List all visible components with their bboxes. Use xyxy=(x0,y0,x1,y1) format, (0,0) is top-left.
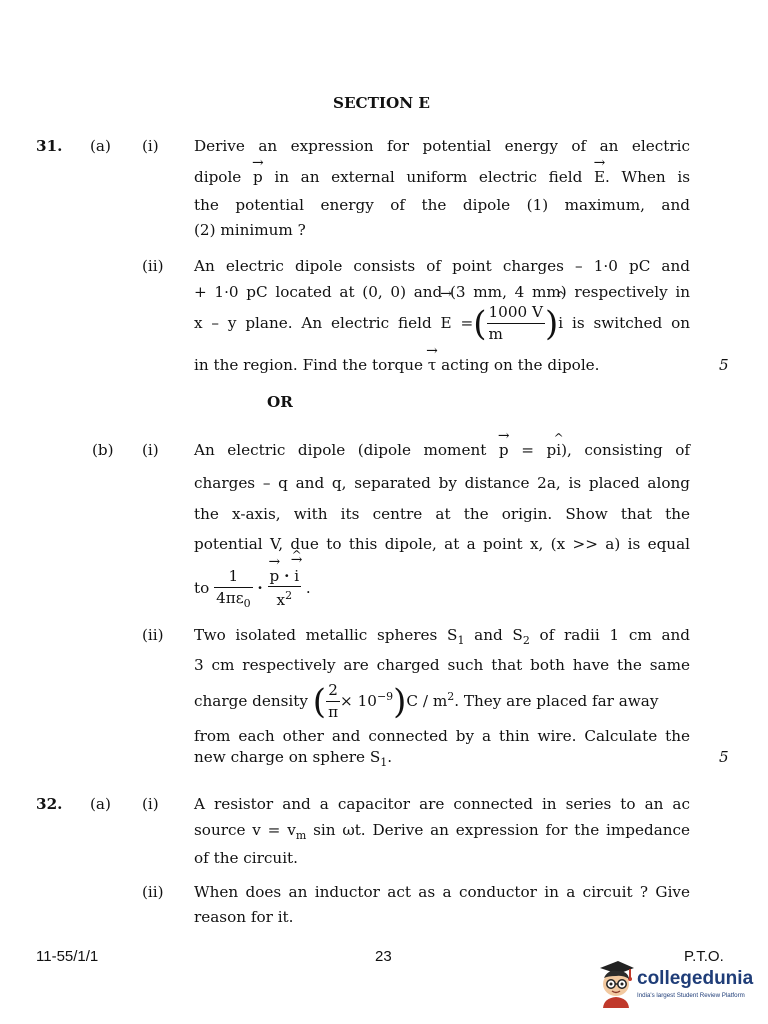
q32a-sub-ii-label: (ii) xyxy=(142,883,164,901)
unit-vector-i: ^ i xyxy=(558,301,563,345)
q32a-i-line1: A resistor and a capacitor are connected in series to an ac xyxy=(194,795,690,813)
q31b-ii-line5: new charge on sphere $S_1$. xyxy=(194,748,393,770)
q31b-sub-ii-label: (ii) xyxy=(142,626,164,644)
charge-density-fraction: $\frac{2}{\pi}$ xyxy=(328,681,339,722)
q31b-i-line4: potential V, due to this dipole, at a point x, (x >> a) is equal xyxy=(194,535,690,553)
section-title: SECTION E xyxy=(333,94,431,112)
q31b-ii-line3: charge density ( $\frac{2}{\pi}$ × $10^{-9})C / m^2$. They are placed far away xyxy=(194,681,659,723)
q31-part-b-label: (b) xyxy=(92,441,114,459)
vector-p-symbol: → p xyxy=(499,443,509,458)
field-fraction: $\frac{1000 V}{m}$ xyxy=(488,303,543,343)
q31b-ii-line4: from each other and connected by a thin wire. Calculate the xyxy=(194,727,690,745)
q31b-i-line5: to $\frac{1}{4\pi\varepsilon_0}$ · → $\frac{p \cdot \to i \^{}}{x^2}$ . xyxy=(194,561,311,615)
please-turn-over: P.T.O. xyxy=(684,948,724,965)
watermark-brand-name: collegedunia xyxy=(637,968,754,989)
q31-part-a-label: (a) xyxy=(90,137,111,155)
coulomb-constant-fraction: $\frac{1}{4\pi\varepsilon_0}$ xyxy=(216,566,251,610)
marks-31a: 5 xyxy=(719,356,729,374)
unit-vector-i: ^ i xyxy=(556,443,561,458)
or-separator: OR xyxy=(267,393,293,411)
watermark-tagline: India's largest Student Review Platform xyxy=(637,992,745,999)
collegedunia-watermark xyxy=(596,958,760,1010)
q32a-i-line3: of the circuit. xyxy=(194,849,298,867)
page-number: 23 xyxy=(375,948,392,965)
question-number-31: 31. xyxy=(36,137,63,155)
vector-E-symbol: → E xyxy=(441,301,452,345)
q31a-sub-ii-label: (ii) xyxy=(142,257,164,275)
q31a-ii-line4: in the region. Find the torque → τ acting on the dipole. xyxy=(194,358,600,373)
q31a-i-line1: Derive an expression for potential energy of an electric xyxy=(194,137,690,155)
q32a-ii-line2: reason for it. xyxy=(194,908,294,926)
q31a-i-line4: (2) minimum ? xyxy=(194,221,306,239)
q31b-i-line1: An electric dipole (dipole moment → p = p^ i), consisting of xyxy=(194,443,690,458)
q31a-ii-line3: x – y plane. An electric field → E =( $\frac{1000 V}{m}$ )^ i is switched on xyxy=(194,301,690,345)
q31a-i-line2: dipole → p in an external uniform electric field → E. When is xyxy=(194,170,690,185)
q31a-i-line3: the potential energy of the dipole (1) maximum, and xyxy=(194,196,690,214)
q32a-sub-i-label: (i) xyxy=(142,795,159,813)
q31b-i-line3: the x-axis, with its centre at the origin. Show that the xyxy=(194,505,690,523)
q31b-ii-line2: 3 cm respectively are charged such that both have the same xyxy=(194,656,690,674)
q32-part-a-label: (a) xyxy=(90,795,111,813)
q31b-ii-line1: Two isolated metallic spheres $S_1$ and $S_2$ of radii 1 cm and xyxy=(194,626,691,648)
vector-tau-symbol: → τ xyxy=(428,358,436,373)
dipole-potential-fraction: → $\frac{p \cdot \to i \^{}}{x^2}$ xyxy=(268,569,302,610)
paper-code: 11-55/1/1 xyxy=(36,948,99,965)
marks-31b: 5 xyxy=(719,748,729,766)
mascot-icon xyxy=(596,958,636,1008)
q31a-sub-i-label: (i) xyxy=(142,137,159,155)
q31b-sub-i-label: (i) xyxy=(142,441,159,459)
q31a-ii-line2: + 1·0 pC located at (0, 0) and (3 mm, 4 mm) respectively in xyxy=(194,283,690,301)
vector-E-symbol: → E xyxy=(594,170,605,185)
q32a-ii-line1: When does an inductor act as a conductor in a circuit ? Give xyxy=(194,883,690,901)
q31b-i-line2: charges – q and q, separated by distance 2a, is placed along xyxy=(194,474,690,492)
q31a-ii-line1: An electric dipole consists of point charges – 1·0 pC and xyxy=(194,257,690,275)
q32a-i-line2: source $v = v_m$ sin ωt. Derive an expression for the impedance xyxy=(194,821,691,843)
question-number-32: 32. xyxy=(36,795,63,813)
vector-p-symbol: → p xyxy=(253,170,263,185)
